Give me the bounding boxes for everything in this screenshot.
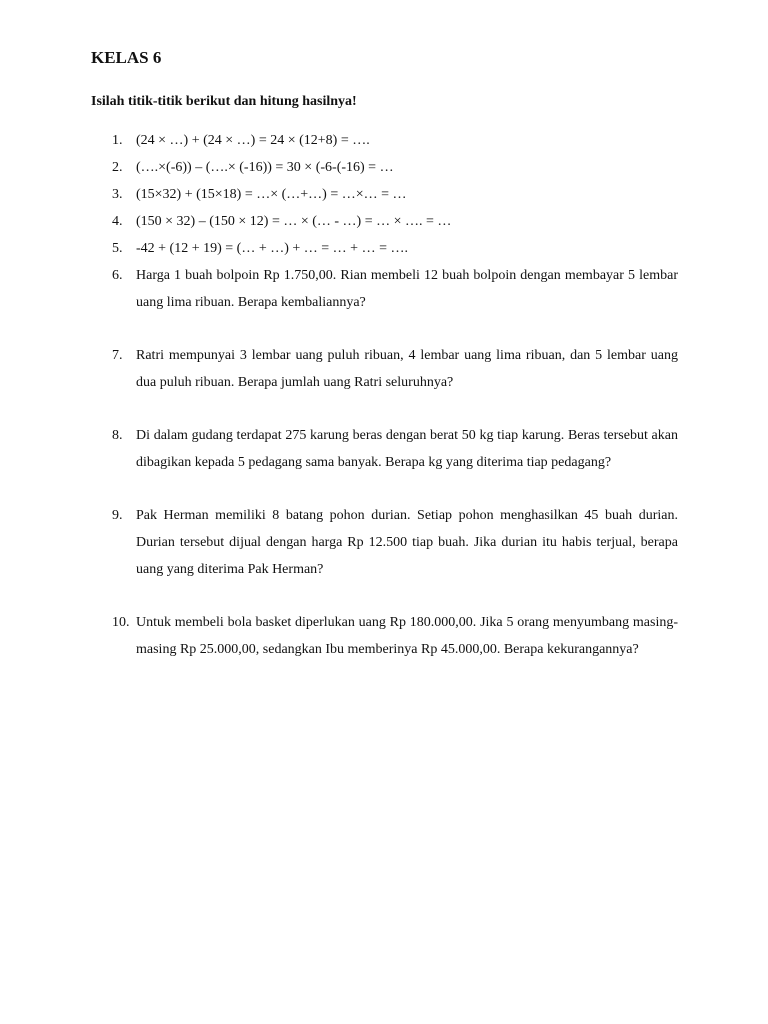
- document-title: KELAS 6: [91, 48, 162, 67]
- question-text: (….×(-6)) – (….× (-16)) = 30 × (-6-(-16) = …: [136, 160, 394, 175]
- question-number: 10.: [112, 615, 130, 630]
- question-text: -42 + (12 + 19) = (… + …) + … = … + … = ….: [136, 241, 408, 256]
- question-number: 4.: [112, 214, 123, 229]
- question-text: (15×32) + (15×18) = …× (…+…) = …×… = …: [136, 187, 407, 202]
- question-item: [91, 609, 678, 663]
- question-item: [91, 342, 678, 396]
- question-text: Untuk membeli bola basket diperlukan uang Rp 180.000,00. Jika 5 orang menyumbang masing-masing Rp 25.000,00, sedangkan Ibu memberinya Rp 45.000,00. Berapa kekurangannya?: [136, 615, 678, 657]
- question-list: [91, 127, 678, 663]
- question-item: [91, 127, 678, 154]
- question-number: 6.: [112, 268, 123, 283]
- question-text: (150 × 32) – (150 × 12) = … × (… - …) = … × …. = …: [136, 214, 452, 229]
- question-text: Harga 1 buah bolpoin Rp 1.750,00. Rian membeli 12 buah bolpoin dengan membayar 5 lembar uang lima ribuan. Berapa kembaliannya?: [136, 268, 678, 310]
- question-item: [91, 235, 678, 262]
- question-number: 1.: [112, 133, 123, 148]
- question-number: 7.: [112, 348, 123, 363]
- question-item: [91, 422, 678, 476]
- question-text: Ratri mempunyai 3 lembar uang puluh ribuan, 4 lembar uang lima ribuan, dan 5 lembar uang dua puluh ribuan. Berapa jumlah uang Ratri seluruhnya?: [136, 348, 678, 390]
- instruction-text: Isilah titik-titik berikut dan hitung hasilnya!: [91, 94, 357, 109]
- question-text: Pak Herman memiliki 8 batang pohon durian. Setiap pohon menghasilkan 45 buah durian. Durian tersebut dijual dengan harga Rp 12.500 tiap buah. Jika durian itu habis terjual, berapa uang yang diterima Pak Herman?: [136, 508, 678, 577]
- question-number: 3.: [112, 187, 123, 202]
- question-item: [91, 262, 678, 316]
- question-item: [91, 502, 678, 583]
- question-number: 8.: [112, 428, 123, 443]
- question-number: 5.: [112, 241, 123, 256]
- question-text: (24 × …) + (24 × …) = 24 × (12+8) = ….: [136, 133, 370, 148]
- question-item: [91, 181, 678, 208]
- question-item: [91, 154, 678, 181]
- question-number: 9.: [112, 508, 123, 523]
- question-number: 2.: [112, 160, 123, 175]
- question-item: [91, 208, 678, 235]
- question-text: Di dalam gudang terdapat 275 karung beras dengan berat 50 kg tiap karung. Beras tersebut akan dibagikan kepada 5 pedagang sama banyak. Berapa kg yang diterima tiap pedagang?: [136, 428, 678, 470]
